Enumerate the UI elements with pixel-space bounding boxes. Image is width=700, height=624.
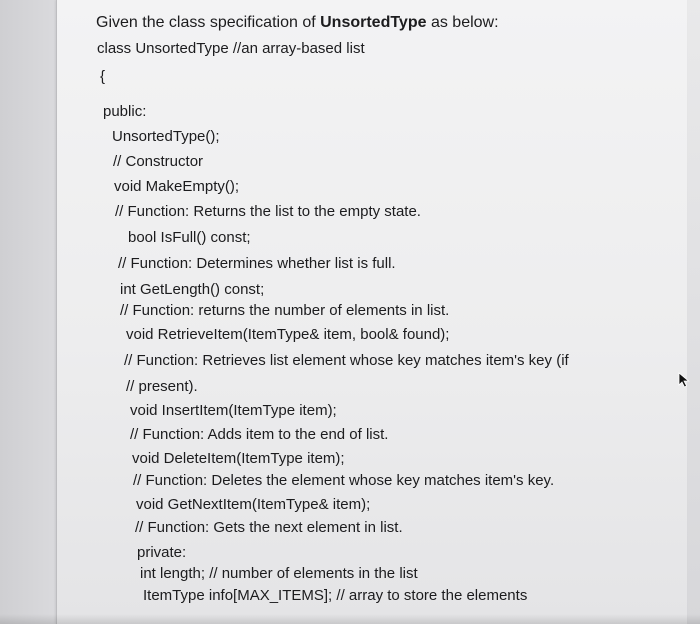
intro-sentence (96, 14, 499, 32)
code-line-insert-item: void InsertItem(ItemType item); (130, 402, 337, 419)
code-line-constructor: UnsortedType(); (112, 128, 220, 145)
code-line-get-length: int GetLength() const; (120, 281, 265, 298)
intro-class-name: UnsortedType (320, 14, 427, 31)
code-line-make-empty-comment: // Function: Returns the list to the empty state. (115, 203, 421, 220)
code-line-delete-item-comment: // Function: Deletes the element whose key matches item's key. (133, 472, 555, 489)
code-line-make-empty: void MakeEmpty(); (114, 178, 240, 195)
code-line-info-member: ItemType info[MAX_ITEMS]; // array to store the elements (143, 587, 528, 604)
code-line-length-member: int length; // number of elements in the list (140, 565, 418, 582)
code-line-get-next-item-comment: // Function: Gets the next element in list. (135, 519, 403, 536)
code-line-retrieve-item-comment: // Function: Retrieves list element whose key matches item's key (if (124, 352, 569, 369)
code-line-private: private: (137, 544, 187, 561)
code-line-class-declaration: class UnsortedType //an array-based list (97, 40, 365, 57)
bottom-shadow (0, 614, 700, 624)
code-line-get-next-item: void GetNextItem(ItemType& item); (136, 496, 371, 513)
code-line-retrieve-item: void RetrieveItem(ItemType& item, bool& found); (126, 326, 450, 343)
code-line-insert-item-comment: // Function: Adds item to the end of list. (130, 426, 389, 443)
code-line-open-brace: { (100, 68, 106, 85)
intro-prefix: Given the class specification of (96, 14, 321, 31)
left-margin (0, 0, 56, 624)
code-line-is-full-comment: // Function: Determines whether list is full. (118, 255, 396, 272)
intro-suffix: as below: (426, 14, 499, 31)
code-line-delete-item: void DeleteItem(ItemType item); (132, 450, 345, 467)
mouse-pointer-icon (678, 372, 692, 388)
code-line-public: public: (103, 103, 147, 120)
code-line-is-full: bool IsFull() const; (128, 229, 251, 246)
code-line-retrieve-item-comment-cont: // present). (126, 378, 198, 395)
code-line-get-length-comment: // Function: returns the number of elements in list. (120, 302, 450, 319)
code-line-constructor-comment: // Constructor (113, 153, 204, 170)
